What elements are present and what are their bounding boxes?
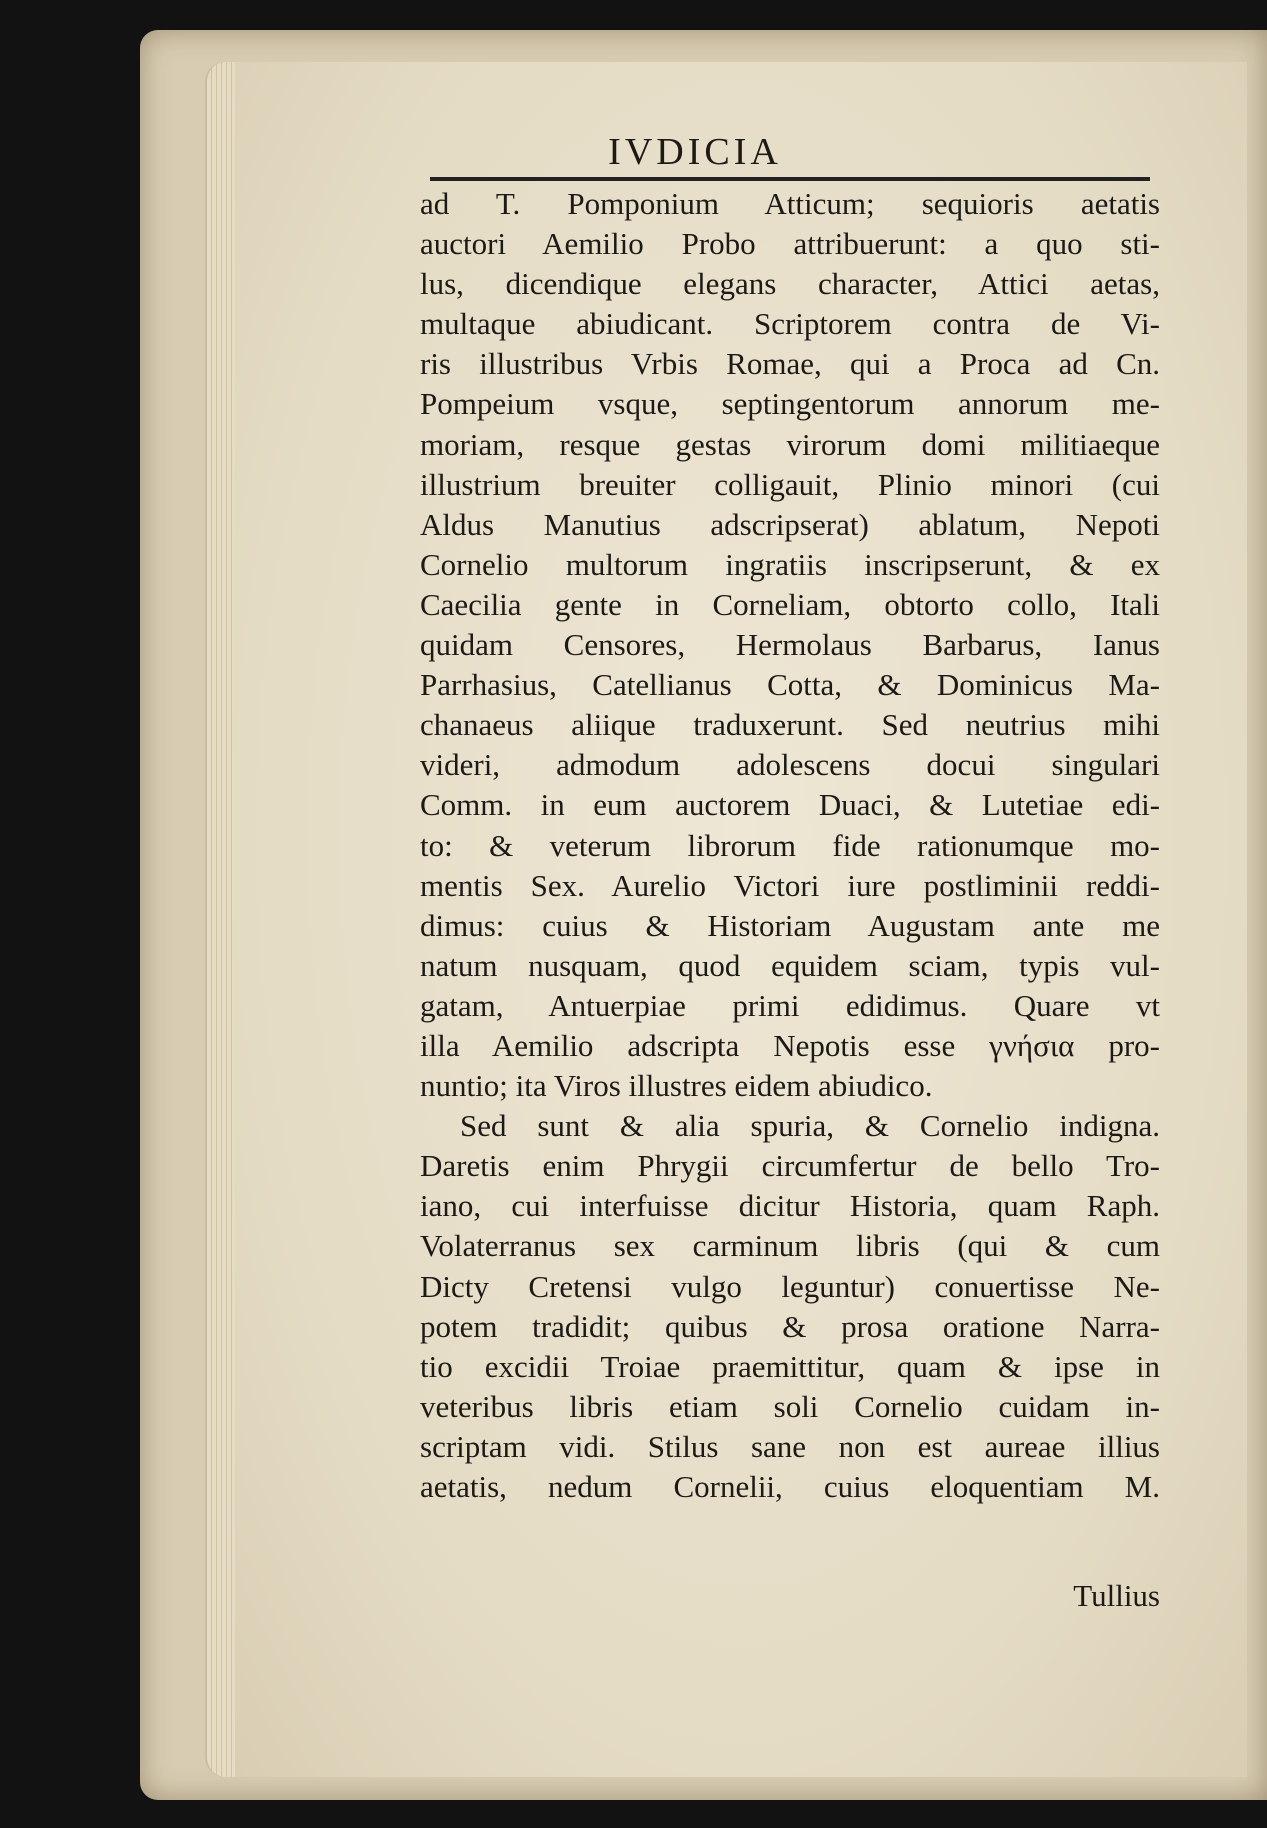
text-line: videri, admodum adolescens docui singulari [420,747,1160,783]
text-line: ad T. Pomponium Atticum; sequioris aetatis [420,186,1160,221]
head-rule [430,177,1150,181]
text-line: Volaterranus sex carminum libris (qui & cum [420,1228,1160,1264]
text-line: Parrhasius, Catellianus Cotta, & Dominicus Ma- [420,667,1160,703]
page-edges [205,62,237,1777]
text-block [420,184,1160,1507]
text-line: iano, cui interfuisse dicitur Historia, quam Raph. [420,1188,1160,1224]
text-line: Cornelio multorum ingratiis inscripserunt, & ex [420,546,1160,582]
text-line: gatam, Antuerpiae primi edidimus. Quare vt [420,987,1160,1023]
text-line: illustrium breuiter colligauit, Plinio minori (cui [420,466,1160,502]
text-line: ris illustribus Vrbis Romae, qui a Proca ad Cn. [420,346,1160,382]
text-line: scriptam vidi. Stilus sane non est aureae illius [420,1428,1160,1464]
text-line: to: & veterum librorum fide rationumque mo- [420,827,1160,863]
text-line: chanaeus aliique traduxerunt. Sed neutrius mihi [420,707,1160,743]
text-line: auctori Aemilio Probo attribuerunt: a quo sti- [420,226,1160,262]
text-line: Caecilia gente in Corneliam, obtorto collo, Itali [420,586,1160,622]
text-line: quidam Censores, Hermolaus Barbarus, Ianus [420,627,1160,663]
catchword: Tullius [1073,1578,1160,1613]
text-line: nuntio; ita Viros illustres eidem abiudico. [420,1068,933,1104]
text-line: aetatis, nedum Cornelii, cuius eloquentiam M. [420,1469,1160,1504]
text-line: multaque abiudicant. Scriptorem contra de Vi- [420,306,1160,342]
text-line: natum nusquam, quod equidem sciam, typis vul- [420,947,1160,983]
text-line: moriam, resque gestas virorum domi militiaeque [420,426,1160,462]
text-line: dimus: cuius & Historiam Augustam ante me [420,907,1160,943]
text-line: Aldus Manutius adscripserat) ablatum, Nepoti [420,506,1160,542]
text-line: Sed sunt & alia spuria, & Cornelio indigna. [460,1108,1160,1144]
text-line: Daretis enim Phrygii circumfertur de bello Tro- [420,1148,1160,1184]
text-line: illa Aemilio adscripta Nepotis esse γνήσια pro- [420,1027,1160,1063]
book-page [235,62,1247,1777]
text-line: Comm. in eum auctorem Duaci, & Lutetiae edi- [420,787,1160,823]
text-line: Dicty Cretensi vulgo leguntur) conuertisse Ne- [420,1268,1160,1304]
text-line: Pompeium vsque, septingentorum annorum me- [420,386,1160,422]
text-line: veteribus libris etiam soli Cornelio cuidam in- [420,1388,1160,1424]
text-line: potem tradidit; quibus & prosa oratione Narra- [420,1308,1160,1344]
running-head: IVDICIA [608,131,782,173]
text-line: lus, dicendique elegans character, Attici aetas, [420,266,1160,302]
text-line: mentis Sex. Aurelio Victori iure postliminii reddi- [420,867,1160,903]
text-line: tio excidii Troiae praemittitur, quam & ipse in [420,1348,1160,1384]
